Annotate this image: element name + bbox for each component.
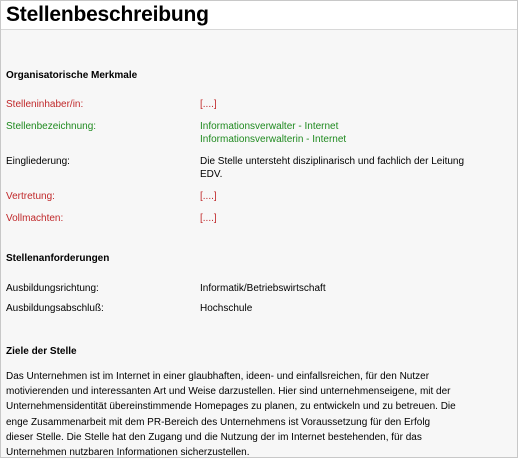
ziele-line: Das Unternehmen ist im Internet in einer glaubhaften, ideen- und einfallsreichen, für den Nutzer [6, 371, 430, 382]
label-vertretung: Vertretung: [6, 191, 55, 202]
value-vertretung: [....] [200, 191, 217, 202]
value-stellenbezeichnung-line1: Informationsverwalter - Internet [200, 121, 339, 132]
ziele-paragraph [6, 369, 516, 458]
value-ausbildungsrichtung: Informatik/Betriebswirtschaft [200, 283, 326, 294]
section-heading-anforderungen: Stellenanforderungen [6, 253, 110, 264]
title-divider [1, 29, 517, 30]
page-title: Stellenbeschreibung [6, 3, 209, 26]
value-ausbildungsabschluss: Hochschule [200, 303, 253, 314]
value-vollmachten: [....] [200, 213, 217, 224]
ziele-line: enge Zusammenarbeit mit dem PR-Bereich des Unternehmens ist Voraussetzung für den Erfolg [6, 416, 431, 428]
value-eingliederung-line1: Die Stelle untersteht disziplinarisch und fachlich der Leitung [200, 156, 465, 167]
value-stellenbezeichnung-line2: Informationsverwalterin - Internet [200, 134, 347, 145]
label-stelleninhaber: Stelleninhaber/in: [6, 99, 84, 110]
section-heading-organisatorisch: Organisatorische Merkmale [6, 70, 138, 81]
title-bar [1, 1, 517, 29]
value-stelleninhaber: [....] [200, 99, 217, 110]
label-stellenbezeichnung: Stellenbezeichnung: [6, 121, 97, 132]
value-eingliederung-line2: EDV. [200, 169, 223, 180]
section-heading-ziele: Ziele der Stelle [6, 346, 77, 357]
label-vollmachten: Vollmachten: [6, 213, 64, 224]
ziele-line: motivierenden und interessanten Art und Weise darzustellen. Hier sind unternehmenseigene, mit der [6, 386, 451, 398]
label-ausbildungsrichtung: Ausbildungsrichtung: [6, 283, 99, 294]
ziele-line: Unternehmen nutzbaren Informationen sicherzustellen. [6, 447, 250, 458]
label-eingliederung: Eingliederung: [6, 156, 70, 167]
label-ausbildungsabschluss: Ausbildungsabschluß: [6, 303, 104, 314]
ziele-line: dieser Stelle. Die Stelle hat den Zugang und die Nutzung der im Internet bestehenden, für das [6, 431, 422, 443]
ziele-line: Unternehmensidentität übereinstimmende Homepages zu planen, zu entwickeln und zu betreuen. Die [6, 401, 456, 413]
